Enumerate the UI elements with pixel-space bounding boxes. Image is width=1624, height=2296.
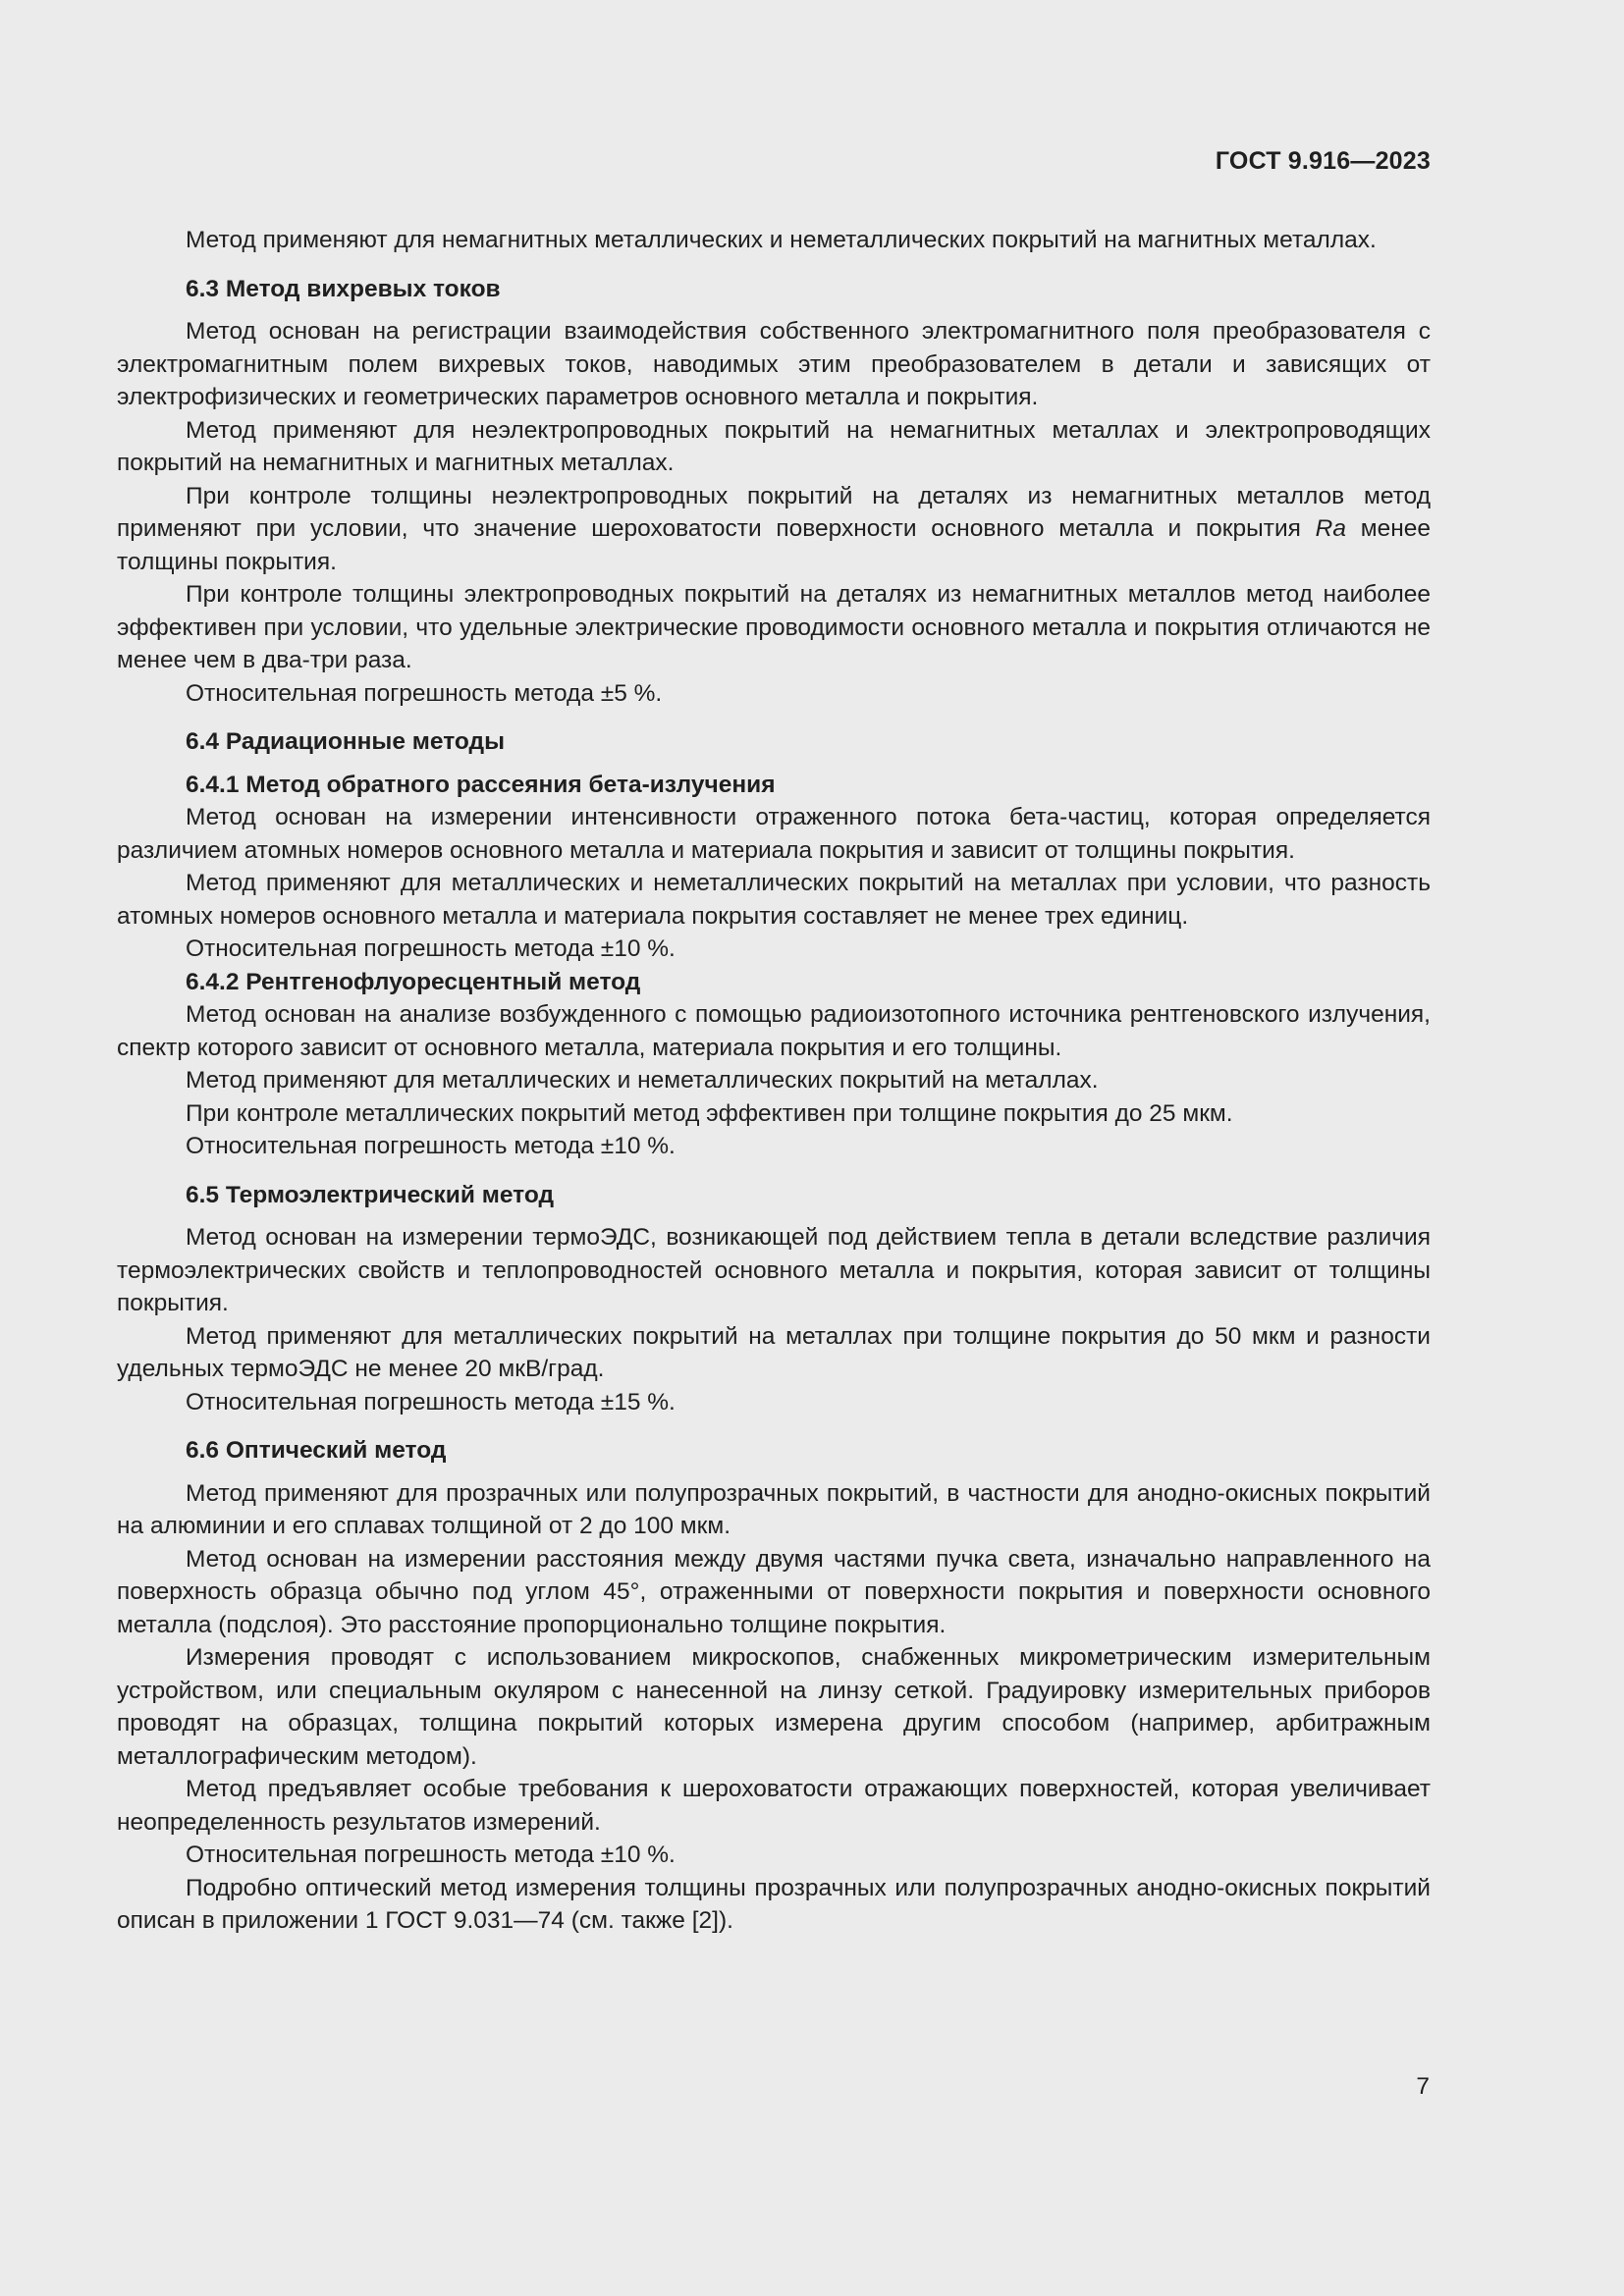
paragraph: Метод основан на измерении расстояния между двумя частями пучка света, изначально направленного на поверхность образца обычно под углом 45°, отраженными от поверхности покрытия и поверхности основного металла (подслоя). Это расстояние пропорционально толщине покрытия.: [117, 1545, 1431, 1638]
paragraph-text: При контроле толщины неэлектропроводных покрытий на деталях из немагнитных металлов метод применяют при условии, что значение шероховатости поверхности основного металла и покрытия: [117, 482, 1431, 542]
section-heading-6-3: 6.3 Метод вихревых токов: [186, 275, 501, 302]
paragraph: Метод применяют для металлических и неметаллических покрытий на металлах при условии, что разность атомных номеров основного металла и материала покрытия составляет не менее трех единиц.: [117, 870, 1431, 930]
paragraph: Метод основан на измерении интенсивности отраженного потока бета-частиц, которая определяется различием атомных номеров основного металла и материала покрытия и зависит от толщины покрытия.: [117, 804, 1431, 864]
document-id-header: ГОСТ 9.916—2023: [1215, 147, 1431, 175]
paragraph: Измерения проводят с использованием микроскопов, снабженных микрометрическим измерительным устройством, или специальным окуляром с нанесенной на линзу сеткой. Градуировку измерительных приборов проводят на образцах, толщина покрытий которых измерена другим способом (например, арбитражным металлографическим методом).: [117, 1644, 1431, 1770]
paragraph-text: менее толщины покрытия.: [117, 515, 1431, 575]
paragraph: Метод применяют для металлических покрытий на металлах при толщине покрытия до 50 мкм и разности удельных термоЭДС не менее 20 мкВ/град.: [117, 1322, 1431, 1382]
document-body: [117, 224, 1431, 1938]
section-heading-6-5: 6.5 Термоэлектрический метод: [186, 1181, 555, 1208]
paragraph: При контроле металлических покрытий метод эффективен при толщине покрытия до 25 мкм.: [186, 1099, 1233, 1127]
paragraph: Метод основан на измерении термоЭДС, возникающей под действием тепла в детали вследствие различия термоэлектрических свойств и теплопроводностей основного металла и покрытия, которая зависит от толщины покрытия.: [117, 1224, 1431, 1316]
paragraph: Метод применяют для немагнитных металлических и неметаллических покрытий на магнитных металлах.: [186, 227, 1377, 253]
page-number: 7: [1416, 2073, 1430, 2100]
paragraph: Относительная погрешность метода ±10 %.: [186, 935, 676, 962]
section-heading-6-6: 6.6 Оптический метод: [186, 1437, 447, 1464]
paragraph: Относительная погрешность метода ±15 %.: [186, 1388, 676, 1415]
paragraph: Относительная погрешность метода ±10 %.: [186, 1133, 676, 1159]
paragraph: Метод предъявляет особые требования к шероховатости отражающих поверхностей, которая увеличивает неопределенность результатов измерений.: [117, 1776, 1431, 1836]
paragraph: Метод основан на анализе возбужденного с помощью радиоизотопного источника рентгеновского излучения, спектр которого зависит от основного металла, материала покрытия и его толщины.: [117, 1001, 1431, 1061]
paragraph: Относительная погрешность метода ±10 %.: [186, 1842, 676, 1868]
paragraph: Подробно оптический метод измерения толщины прозрачных или полупрозрачных анодно-окисных покрытий описан в приложении 1 ГОСТ 9.031—74 (см. также [2]).: [117, 1874, 1431, 1934]
paragraph: Относительная погрешность метода ±5 %.: [186, 679, 663, 707]
subsection-heading-6-4-1: 6.4.1 Метод обратного рассеяния бета-излучения: [186, 771, 776, 798]
paragraph: Метод применяют для металлических и неметаллических покрытий на металлах.: [186, 1067, 1099, 1094]
paragraph: [117, 480, 1431, 579]
paragraph: Метод применяют для прозрачных или полупрозрачных покрытий, в частности для анодно-окисных покрытий на алюминии и его сплавах толщиной от 2 до 100 мкм.: [117, 1479, 1431, 1539]
section-heading-6-4: 6.4 Радиационные методы: [186, 728, 506, 755]
subsection-heading-6-4-2: 6.4.2 Рентгенофлуоресцентный метод: [186, 968, 641, 995]
paragraph: При контроле толщины электропроводных покрытий на деталях из немагнитных металлов метод наиболее эффективен при условии, что удельные электрические проводимости основного металла и покрытия отличаются не менее чем в два-три раза.: [117, 581, 1431, 673]
paragraph: Метод применяют для неэлектропроводных покрытий на немагнитных металлах и электропроводящих покрытий на немагнитных и магнитных металлах.: [117, 416, 1431, 476]
italic-symbol: Ra: [1315, 515, 1346, 542]
paragraph: Метод основан на регистрации взаимодействия собственного электромагнитного поля преобразователя с электромагнитным полем вихревых токов, наводимых этим преобразователем в детали и зависящих от электрофизических и геометрических параметров основного металла и покрытия.: [117, 318, 1431, 410]
